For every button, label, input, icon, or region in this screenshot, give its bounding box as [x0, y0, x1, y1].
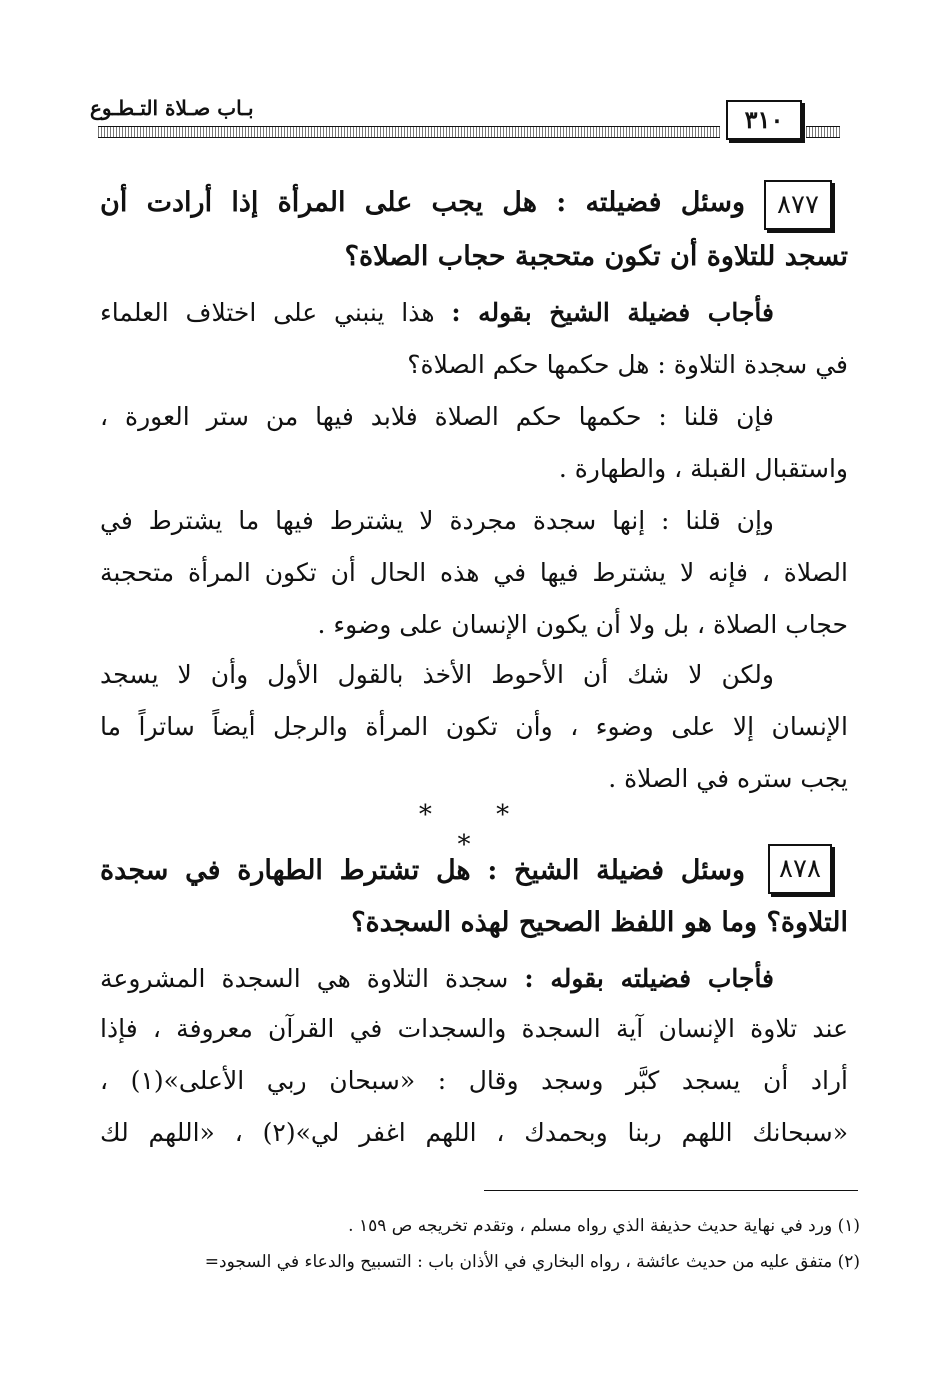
question-877-line-1: وسئل فضيلته : هل يجب على المرأة إذا أرادت أن [100, 187, 745, 218]
chapter-title: بـاب صـلاة التـطـوع [90, 96, 254, 120]
answer-878-line-4: «سبحانك اللهم ربنا وبحمدك ، اللهم اغفر لي»(٢) ، «اللهم لك [100, 1118, 848, 1147]
footnote-1: (١) ورد في نهاية حديث حذيفة الذي رواه مسلم ، وتقدم تخريجه ص ١٥٩ . [348, 1216, 860, 1236]
answer-878-line-1: فأجاب فضيلته بقوله : سجدة التلاوة هي السجدة المشروعة [100, 964, 775, 993]
answer-877-line-7: حجاب الصلاة ، بل ولا أن يكون الإنسان على وضوء . [317, 610, 848, 639]
answer-877-line-9: الإنسان إلا على وضوء ، وأن تكون المرأة والرجل أيضاً ساتراً ما [100, 712, 848, 741]
answer-877-line-8: ولكن لا شك أن الأحوط الأخذ بالقول الأول وأن لا يسجد [100, 660, 774, 689]
question-877-line-2: تسجد للتلاوة أن تكون متحجبة حجاب الصلاة؟ [344, 241, 848, 272]
answer-877-intro: فأجاب فضيلة الشيخ بقوله : [451, 298, 774, 327]
answer-877-line-10: يجب ستره في الصلاة . [608, 764, 848, 793]
answer-877-line-1: فأجاب فضيلة الشيخ بقوله : هذا ينبني على اختلاف العلماء [100, 298, 774, 327]
header-rule-right [806, 126, 840, 138]
section-separator: * * * [418, 800, 538, 860]
answer-877-line-2: في سجدة التلاوة : هل حكمها حكم الصلاة؟ [407, 350, 848, 379]
answer-878-intro: فأجاب فضيلته بقوله : [524, 964, 775, 993]
question-878-line-2: التلاوة؟ وما هو اللفظ الصحيح لهذه السجدة؟ [351, 907, 848, 938]
question-number-877: ٨٧٧ [764, 180, 832, 230]
answer-877-line-5: وإن قلنا : إنها سجدة مجردة لا يشترط فيها ما يشترط في [100, 506, 774, 535]
answer-878-line-3: أراد أن يسجد كبَّر وسجد وقال : «سبحان ربي الأعلى»(١) ، [100, 1066, 848, 1095]
page-number: ٣١٠ [726, 100, 802, 140]
answer-878-line-2: عند تلاوة الإنسان آية السجدة والسجدات في القرآن معروفة ، فإذا [100, 1014, 848, 1043]
answer-877-line-4: واستقبال القبلة ، والطهارة . [558, 454, 848, 483]
question-number-878: ٨٧٨ [768, 844, 832, 894]
footnote-2: (٢) متفق عليه من حديث عائشة ، رواه البخاري في الأذان باب : التسبيح والدعاء في السجود= [204, 1252, 860, 1272]
answer-877-line-6: الصلاة ، فإنه لا يشترط فيها في هذه الحال أن تكون المرأة متحجبة [100, 558, 848, 587]
footnote-rule [484, 1190, 858, 1191]
question-878-line-1: وسئل فضيلة الشيخ : هل تشترط الطهارة في سجدة [100, 855, 745, 886]
answer-877-line-3: فإن قلنا : حكمها حكم الصلاة فلابد فيها من ستر العورة ، [100, 402, 774, 431]
header-rule [98, 126, 720, 138]
